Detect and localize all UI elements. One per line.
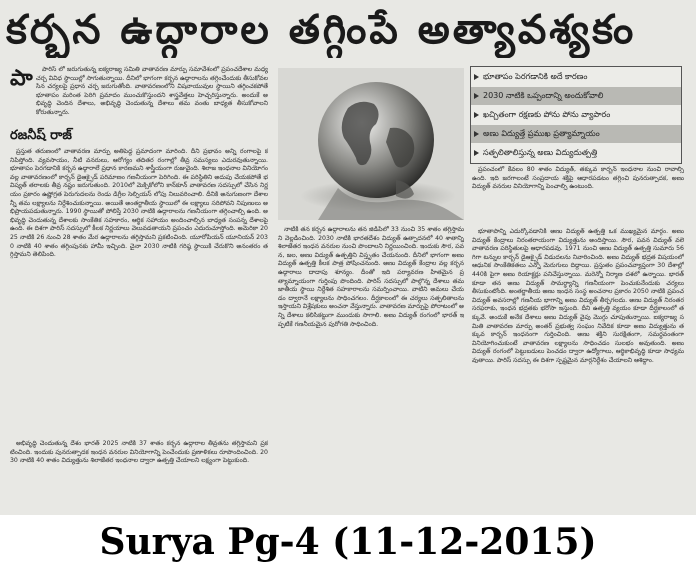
globe-illustration bbox=[278, 68, 464, 220]
column-left-intro bbox=[36, 66, 268, 126]
highlight-text: 2030 నాటికి ఒప్పందాన్ని అందుకోవాలి bbox=[483, 91, 604, 100]
paragraph: భూతాపాన్ని ఎదుర్కోవడానికి అణు విద్యుత్ ఉత్పత్తి ఒక ముఖ్యమైన మార్గం. అణు విద్యుత్ కేంద్రాలు నిరంతరాయంగా విద్యుత్తును అందిస్తాయి. సౌర, పవన విద్యుత్ వలె వాతావరణ పరిస్థితులపై ఆధారపడవు. 1971 నుంచి అణు విద్యుత్ ఉత్పత్తి సుమారు 56 గిగా టన్నుల కార్బన్ డైఆక్సైడ్ విడుదలను నివారించింది. అణు విద్యుత్ భద్రత విషయంలో ఆధునిక సాంకేతికతలు ఎన్నో మెరుగులు దిద్దాయి. ప్రస్తుతం ప్రపంచవ్యాప్తంగా 30 దేశాల్లో 440కి పైగా అణు రియాక్టర్లు పనిచేస్తున్నాయి. మరెన్నో నిర్మాణ దశలో ఉన్నాయి. భారత్ కూడా తన అణు విద్యుత్ సామర్థ్యాన్ని గణనీయంగా పెంచుకునేందుకు చర్యలు తీసుకుంటోంది. అంతర్జాతీయ అణు ఇంధన సంస్థ అంచనాల ప్రకారం 2050 నాటికి ప్రపంచ విద్యుత్ అవసరాల్లో గణనీయ భాగాన్ని అణు విద్యుత్ తీర్చగలదు. అణు విద్యుత్ నిరంతర సరఫరాకు, ఇంధన భద్రతకు భరోసా ఇస్తుంది. దీని ఉత్పత్తి వ్యయం కూడా దీర్ఘకాలంలో తక్కువే. అందుకే అనేక దేశాలు అణు విద్యుత్ వైపు మొగ్గు చూపుతున్నాయి. ఐక్యరాజ్య సమితి వాతావరణ మార్పు అంతర్ ప్రభుత్వ సంఘం నివేదిక కూడా అణు విద్యుత్తును తక్కువ కార్బన్ ఇంధనంగా గుర్తించింది. అణు శక్తిని సురక్షితంగా, సమర్థవంతంగా వినియోగించుకుంటే వాతావరణ లక్ష్యాలను సాధించడం సులభం అవుతుంది. అణు విద్యుత్ రంగంలో పెట్టుబడులు పెంచడం ద్వారా ఉద్యోగాలు, ఆర్థికాభివృద్ధి కూడా సాధ్యమవుతాయి. పారిస్ సదస్సు ఈ దిశగా స్పష్టమైన మార్గనిర్దేశం చేయాలని ఆశిద్దాం. bbox=[472, 228, 684, 364]
highlight-item bbox=[471, 125, 681, 143]
column-middle-lower bbox=[278, 226, 464, 510]
headline: కర్బన ఉద్గారాల తగ్గింపే అత్యావశ్యకం bbox=[6, 7, 637, 53]
globe-icon bbox=[278, 68, 464, 220]
highlight-item bbox=[471, 144, 681, 162]
highlight-text: సత్ఫలితాలిస్తున్న అణు విద్యుదుత్పత్తి bbox=[483, 148, 598, 157]
paragraph: నాటికి తన కర్బన ఉద్గారాలను తన జిడిపిలో 33 నుంచి 35 శాతం తగ్గిస్తామని వెల్లడించింది. 2030 నాటికి భారతదేశం విద్యుత్ ఉత్పాదనలో 40 శాతాన్ని శిలాజేతర ఇంధన వనరుల నుంచి పొందాలని నిర్ణయించింది. ఇందుకు సౌర, పవన, జల, అణు విద్యుత్ ఉత్పత్తిని విస్తృతం చేయనుంది. దీనిలో భాగంగా అణు విద్యుత్ ఉత్పత్తి కీలక పాత్ర పోషించనుంది. అణు విద్యుత్ కేంద్రాల వల్ల కర్బన ఉద్గారాలు దాదాపు శూన్యం. దీంతో ఇది పర్యావరణ హితమైన ప్రత్యామ్నాయంగా గుర్తింపు పొందింది. పారిస్ సదస్సులో పాల్గొన్న దేశాలు తమ జాతీయ స్థాయి నిర్దేశిత సహకారాలను సమర్పించాయి. వాటిని అమలు చేయడం ద్వారానే లక్ష్యాలను సాధించగలం. దీర్ఘకాలంలో ఈ చర్యలు సత్ఫలితాలను ఇస్తాయని విశ్లేషకులు అంచనా వేస్తున్నారు. వాతావరణ మార్పుపై పోరాటంలో అన్ని దేశాలు కలిసికట్టుగా ముందుకు సాగాలి. అణు విద్యుత్ రంగంలో భారత్ ఇప్పటికే గణనీయమైన పురోగతి సాధించింది. bbox=[278, 226, 464, 328]
paragraph: ప్రపంచంలో కేవలం 80 శాతం విద్యుత్, తక్కువ కార్బన్ ఇంధనాల నుంచి రావాల్సి ఉంది. ఇది జరగాలంటే సంప్రదాయ శక్తిపై ఆధారపడటం తగ్గించి పునరుత్పాదక, అణు విద్యుత్ వనరుల వినియోగాన్ని పెంచాల్సి ఉంటుంది. bbox=[472, 166, 684, 191]
highlight-text: భూతాపం పెరగడానికి అదే కారణం bbox=[483, 72, 588, 81]
triangle-bullet-icon bbox=[474, 112, 479, 118]
paragraph: పారిస్ లో జరుగుతున్న ఐక్యరాజ్య సమితి వాతావరణ మార్పు సమావేశంలో ప్రపంచదేశాల మధ్య చర్చ వివిధ స్థాయిల్లో సాగుతున్నాయి. దీనిలో భాగంగా కర్బన ఉద్గారాలను తగ్గించేందుకు తీసుకోవలసిన చర్యలపై ప్రధాన చర్చ జరుగుతోంది. వాతావరణంలోని విషవాయువుల స్థాయిని తగ్గించకపోతే భూతాపం మరింత పెరిగి ప్రమాదం ముంచుకొస్తుందని శాస్త్రవేత్తలు హెచ్చరిస్తున్నారు. అందుకే అభివృద్ధి చెందిన దేశాలు, అభివృద్ధి చెందుతున్న దేశాలు తమ వంతు బాధ్యత తీసుకోవాలని కోరుతున్నారు. bbox=[36, 66, 268, 116]
column-left-bottom bbox=[10, 440, 268, 510]
byline: రజనీష్ రాజ్ bbox=[10, 128, 72, 143]
triangle-bullet-icon bbox=[474, 93, 479, 99]
column-right-top bbox=[472, 166, 684, 226]
source-caption: Surya Pg-4 (11-12-2015) bbox=[99, 521, 597, 563]
paragraph: ప్రస్తుత తరుణంలో వాతావరణ మార్పు అతిపెద్ద ప్రమాదంగా మారింది. దీని ప్రభావం అన్ని రంగాలపై కనిపిస్తోంది. వ్యవసాయం, నీటి వనరులు, ఆరోగ్యం తదితర రంగాల్లో తీవ్ర సమస్యలు ఎదురవుతున్నాయి. భూతాపం పెరగడానికి కర్బన ఉద్గారాలే ప్రధాన కారణమని శాస్త్రీయంగా రుజువైంది. శిలాజ ఇంధనాల వినియోగం వల్ల వాతావరణంలో కార్బన్ డైఆక్సైడ్ పరిమాణం గణనీయంగా పెరిగింది. ఈ పరిస్థితిని అదుపు చేయకపోతే భవిష్యత్ తరాలకు తీవ్ర నష్టం జరుగుతుంది. 2010లో మెక్సికోలోని కాన్‌కూన్ వాతావరణ సదస్సులో చేసిన నిర్ణయం ప్రకారం ఉష్ణోగ్రత పెరుగుదలను రెండు డిగ్రీల సెల్సియస్ లోపు నిలువరించాలి. దీనికి అనుగుణంగా దేశాలన్నీ తమ లక్ష్యాలను నిర్దేశించుకున్నాయి. అయితే అంతర్జాతీయ స్థాయిలో ఈ లక్ష్యాలు సరిపోవని నిపుణులు అభిప్రాయపడుతున్నారు. 1990 స్థాయితో పోలిస్తే 2030 నాటికి ఉద్గారాలను గణనీయంగా తగ్గించాల్సి ఉంది. అభివృద్ధి చెందుతున్న దేశాలకు సాంకేతిక సహకారం, ఆర్థిక సహాయం అందించాల్సిన బాధ్యత సంపన్న దేశాలపై ఉంది. ఈ దిశగా పారిస్ సదస్సులో కీలక నిర్ణయాలు వెలువడతాయని ప్రపంచం ఎదురుచూస్తోంది. అమెరికా 2025 నాటికి 26 నుంచి 28 శాతం మేర ఉద్గారాలను తగ్గిస్తామని ప్రకటించింది. యూరోపియన్ యూనియన్ 2030 నాటికి 40 శాతం తగ్గింపునకు హామీ ఇచ్చింది. చైనా 2030 నాటికి గరిష్ఠ స్థాయికి చేరుకొని అనంతరం తగ్గిస్తామని తెలిపింది. bbox=[10, 148, 268, 259]
highlight-item bbox=[471, 87, 681, 105]
paragraph: అభివృద్ధి చెందుతున్న దేశం భారత్ 2025 నాటికి 37 శాతం కర్బన ఉద్గారాల తీవ్రతను తగ్గిస్తామని ప్రకటించింది. ఇందుకు పునరుత్పాదక ఇంధన వనరుల వినియోగాన్ని పెంచేందుకు ప్రణాళికలు రూపొందించింది. 2030 నాటికి 40 శాతం విద్యుత్తును శిలాజేతర ఇంధనాల ద్వారా ఉత్పత్తి చేయాలని లక్ష్యంగా పెట్టుకుంది. bbox=[10, 440, 268, 465]
triangle-bullet-icon bbox=[474, 131, 479, 137]
triangle-bullet-icon bbox=[474, 74, 479, 80]
highlight-text: అణు విద్యుత్తే ప్రముఖ ప్రత్యామ్నాయం bbox=[483, 129, 600, 138]
highlight-text: ఖచ్చితంగా రక్షణకు పోను పోను వ్యాపారం bbox=[483, 110, 611, 119]
highlight-item bbox=[471, 68, 681, 86]
column-right-main bbox=[472, 228, 684, 510]
highlight-item bbox=[471, 106, 681, 124]
highlights-box bbox=[470, 66, 682, 164]
triangle-bullet-icon bbox=[474, 150, 479, 156]
column-left-main bbox=[10, 148, 268, 438]
drop-cap: పా bbox=[10, 66, 33, 91]
